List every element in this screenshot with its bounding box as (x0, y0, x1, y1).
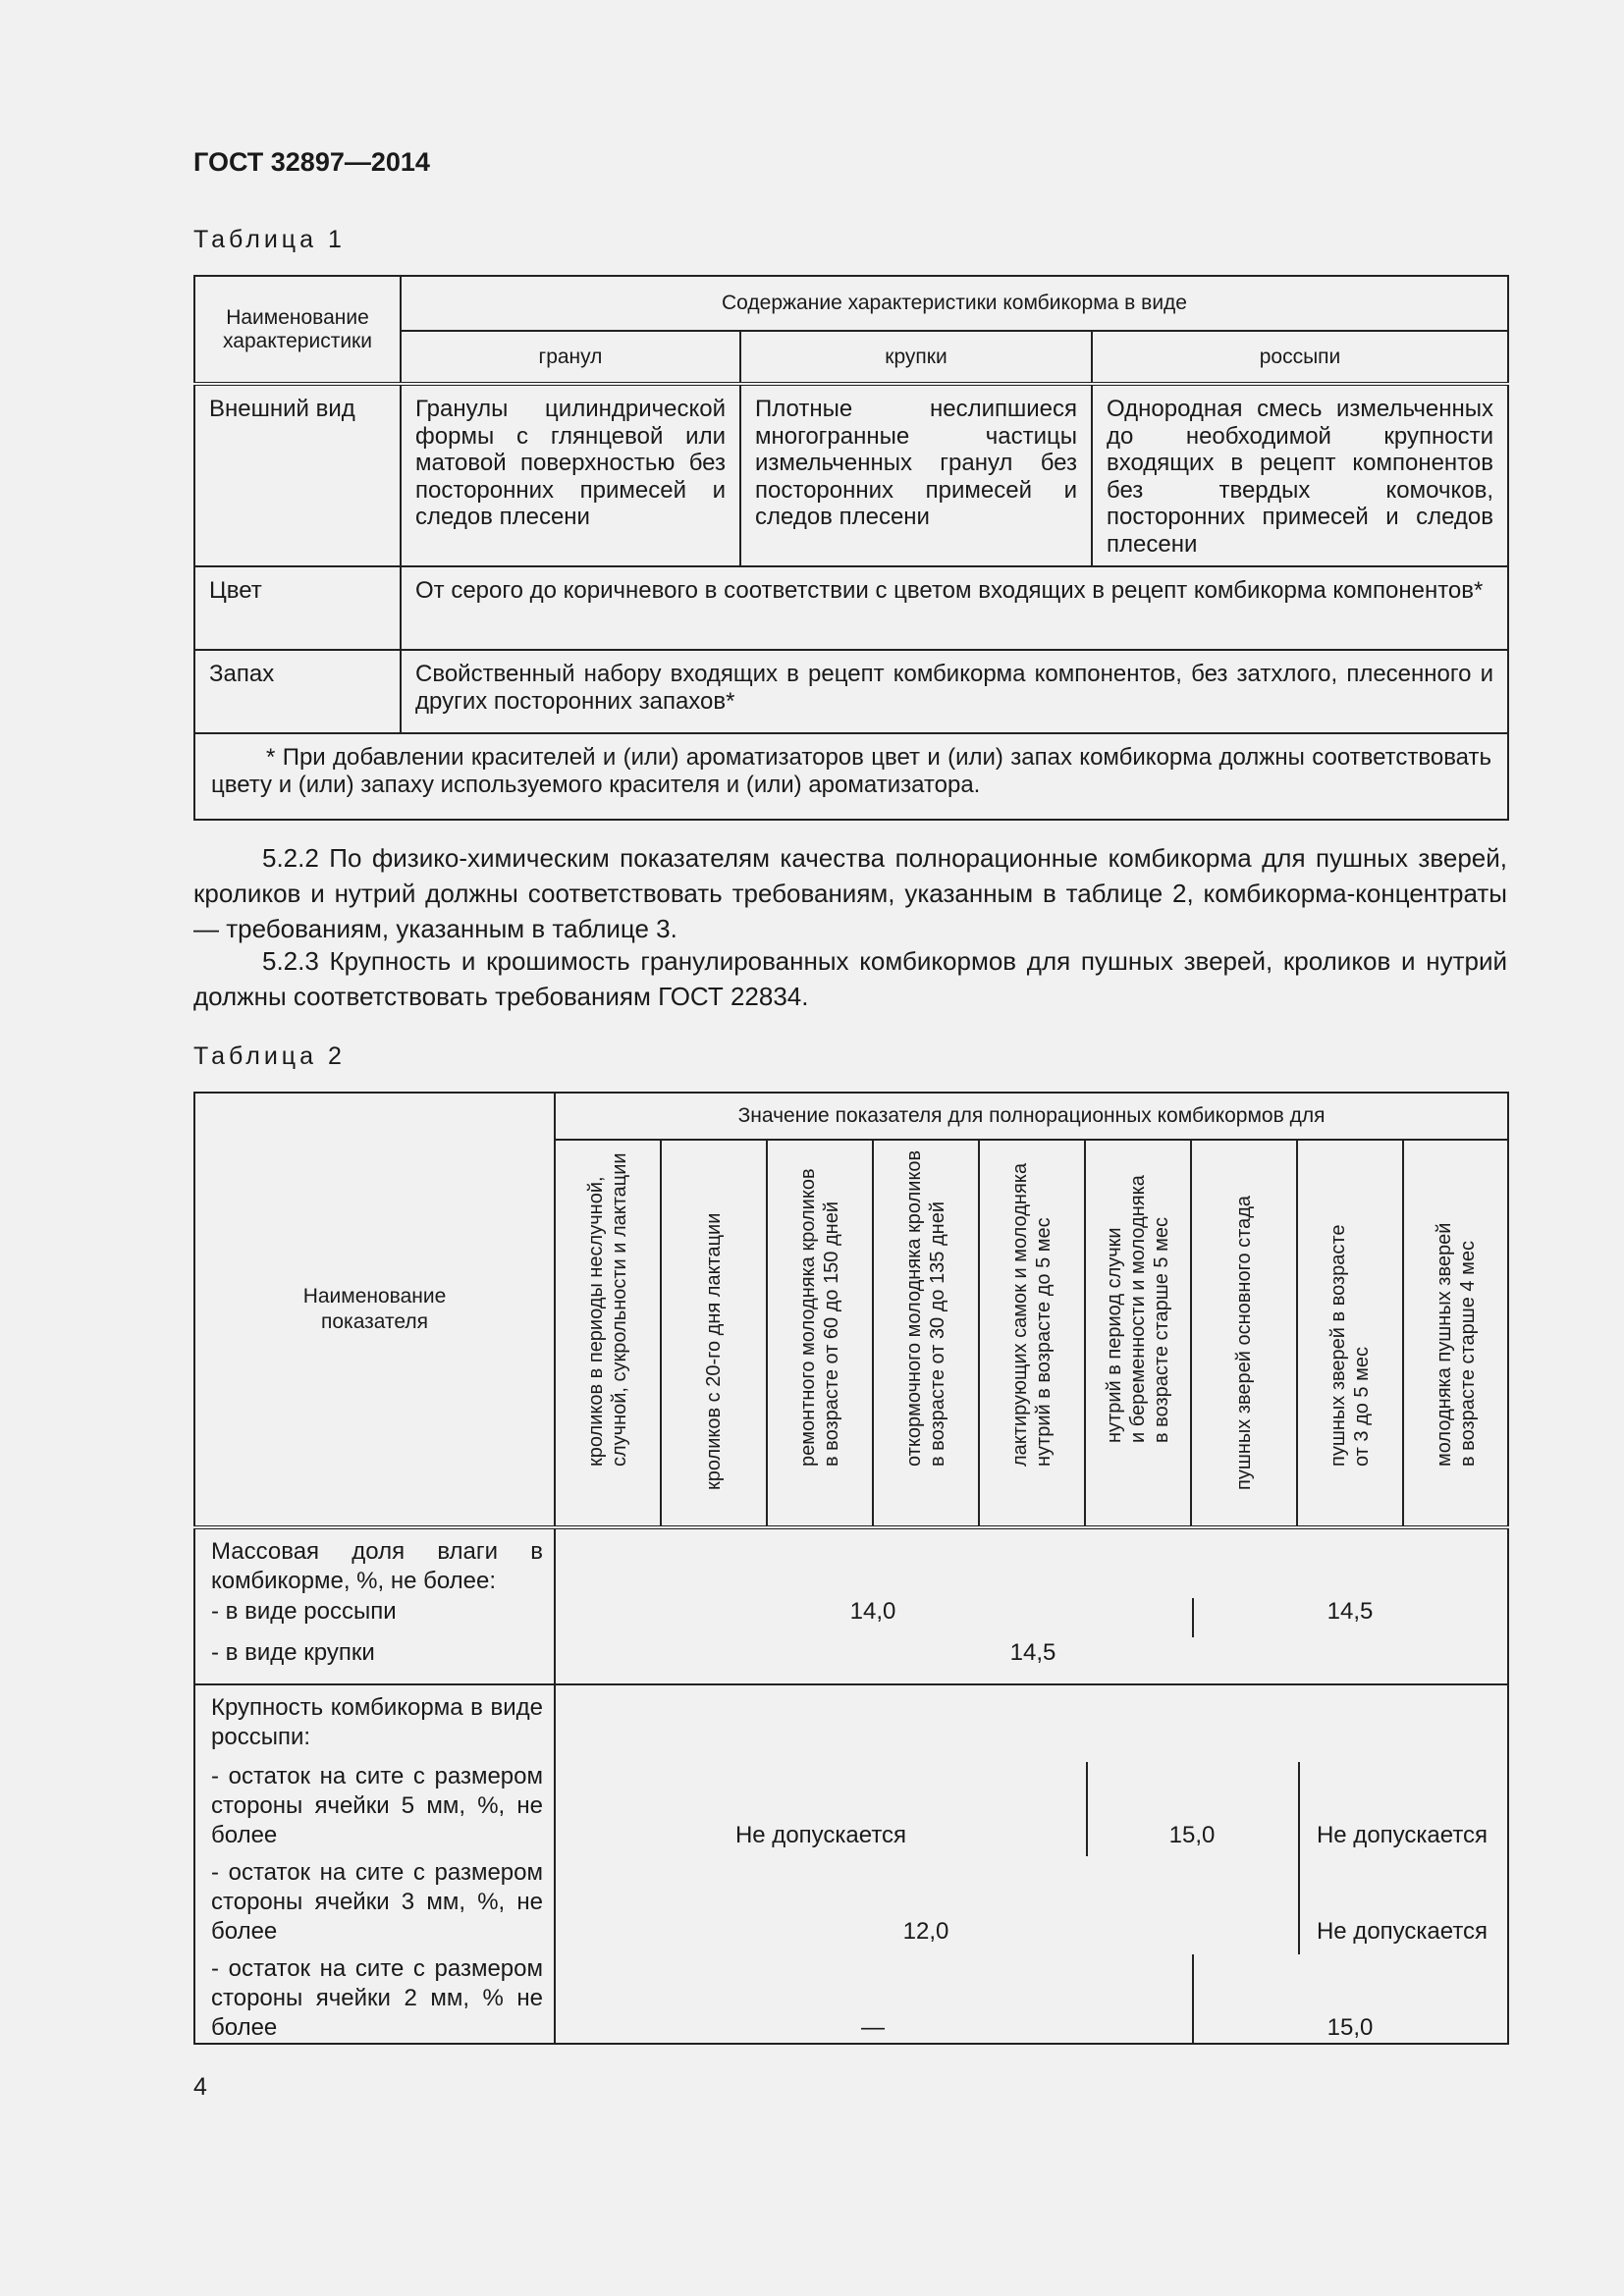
column-header: ремонтного молодняка кроликов в возрасте от 60 до 150 дней (767, 1140, 873, 1527)
paragraph-5-2-2: 5.2.2 По физико-химическим показателям качества полнорационные комбикорма для пушных зверей, кроликов и нутрий должны соответствовать требованиям, указанным в таблице 2, комбикорма-концентраты — требованиям, указанным в таблице 3. (193, 843, 1507, 943)
smell-value: Свойственный набору входящих в рецепт комбикорма компонентов, без затхлого, плесенного и других посторонних запахов* (401, 650, 1508, 733)
page-number: 4 (193, 2073, 207, 2101)
sieve2-value-b: 15,0 (1326, 2014, 1374, 2041)
sieve5-value-b: 15,0 (1168, 1822, 1216, 1848)
table1-subheader-granules: гранул (401, 331, 740, 384)
table1-footnote: * При добавлении красителей и (или) ароматизаторов цвет и (или) запах комбикорма должны соответствовать цвету и (или) запаху используемого красителя и (или) ароматизатора. (194, 733, 1508, 820)
column-header: кроликов в периоды неслучной, случной, сукрольности и лактации (555, 1140, 661, 1527)
row-name-smell: Запах (194, 650, 401, 733)
appearance-crumbs: Плотные неслипшиеся многогранные частицы измельченных гранул без посторонних примесей и следов плесени (740, 384, 1092, 566)
column-header: кроликов с 20-го дня лактации (661, 1140, 767, 1527)
column-header: молодняка пушных зверей в возрасте старше 4 мес (1403, 1140, 1508, 1527)
sieve5-value-c: Не допускается (1316, 1822, 1489, 1848)
table-row (194, 1684, 1508, 2044)
sieve5-value-a: Не допускается (734, 1822, 907, 1848)
table-row (194, 650, 1508, 733)
sieve3-label: - остаток на сите с размером стороны ячейки 3 мм, %, не более (211, 1859, 543, 1945)
moisture-labels (194, 1527, 555, 1684)
table1-subheader-mash: россыпи (1092, 331, 1508, 384)
paragraph-5-2-3: 5.2.3 Крупность и крошимость гранулированных комбикормов для пушных зверей, кроликов и нутрий должны соответствовать требованиям ГОСТ 22834. (193, 946, 1507, 1011)
column-header: откормочного молодняка кроликов в возрасте от 30 до 135 дней (873, 1140, 979, 1527)
divider (1086, 1762, 1088, 1856)
table-row (194, 1527, 1508, 1684)
table1-caption: Таблица 1 (193, 226, 346, 253)
moisture-mash-value-a: 14,0 (849, 1598, 896, 1625)
fineness-labels (194, 1684, 555, 2044)
row-name-appearance: Внешний вид (194, 384, 401, 566)
appearance-granules: Гранулы цилиндрической формы с глянцевой или матовой поверхностью без посторонних примесей и следов плесени (401, 384, 740, 566)
sieve2-value-a: — (861, 2014, 885, 2041)
table1-header-name: Наименование характеристики (194, 276, 401, 384)
table1-subheader-crumbs: крупки (740, 331, 1092, 384)
color-value: От серого до коричневого в соответствии с цветом входящих в рецепт комбикорма компонентов* (401, 566, 1508, 650)
moisture-values (555, 1527, 1508, 1684)
divider (1192, 1598, 1194, 1637)
table2-header-name: Наименование показателя (194, 1093, 555, 1527)
fineness-values (555, 1684, 1508, 2044)
table-row (194, 384, 1508, 566)
moisture-label: Массовая доля влаги в комбикорме, %, не более: (211, 1538, 543, 1594)
moisture-crumb-label: - в виде крупки (211, 1639, 375, 1666)
table2-header-group: Значение показателя для полнорационных комбикормов для (555, 1093, 1508, 1140)
sieve2-label: - остаток на сите с размером стороны ячейки 2 мм, % не более (211, 1955, 543, 2041)
fineness-label: Крупность комбикорма в виде россыпи: (211, 1694, 543, 1750)
column-header: нутрий в период случки и беременности и молодняка в возрасте старше 5 мес (1085, 1140, 1191, 1527)
table-row (194, 566, 1508, 650)
appearance-mash: Однородная смесь измельченных до необходимой крупности входящих в рецепт компонентов без твердых комочков, посторонних примесей и следов плесени (1092, 384, 1508, 566)
row-name-color: Цвет (194, 566, 401, 650)
divider (1298, 1762, 1300, 1954)
table1 (193, 275, 1509, 821)
moisture-crumb-value: 14,5 (1009, 1639, 1056, 1666)
column-header: пушных зверей в возрасте от 3 до 5 мес (1297, 1140, 1403, 1527)
sieve5-label: - остаток на сите с размером стороны ячейки 5 мм, %, не более (211, 1763, 543, 1848)
sieve3-value-a: 12,0 (902, 1918, 949, 1945)
moisture-mash-label: - в виде россыпи (211, 1598, 397, 1625)
divider (1192, 1954, 1194, 2045)
column-header: лактирующих самок и молодняка нутрий в возрасте до 5 мес (979, 1140, 1085, 1527)
moisture-mash-value-b: 14,5 (1326, 1598, 1374, 1625)
table2 (193, 1092, 1509, 2045)
column-header: пушных зверей основного стада (1191, 1140, 1297, 1527)
table2-caption: Таблица 2 (193, 1042, 346, 1070)
sieve3-value-b: Не допускается (1316, 1918, 1489, 1945)
table1-header-group: Содержание характеристики комбикорма в виде (401, 276, 1508, 331)
document-code: ГОСТ 32897—2014 (193, 147, 430, 177)
